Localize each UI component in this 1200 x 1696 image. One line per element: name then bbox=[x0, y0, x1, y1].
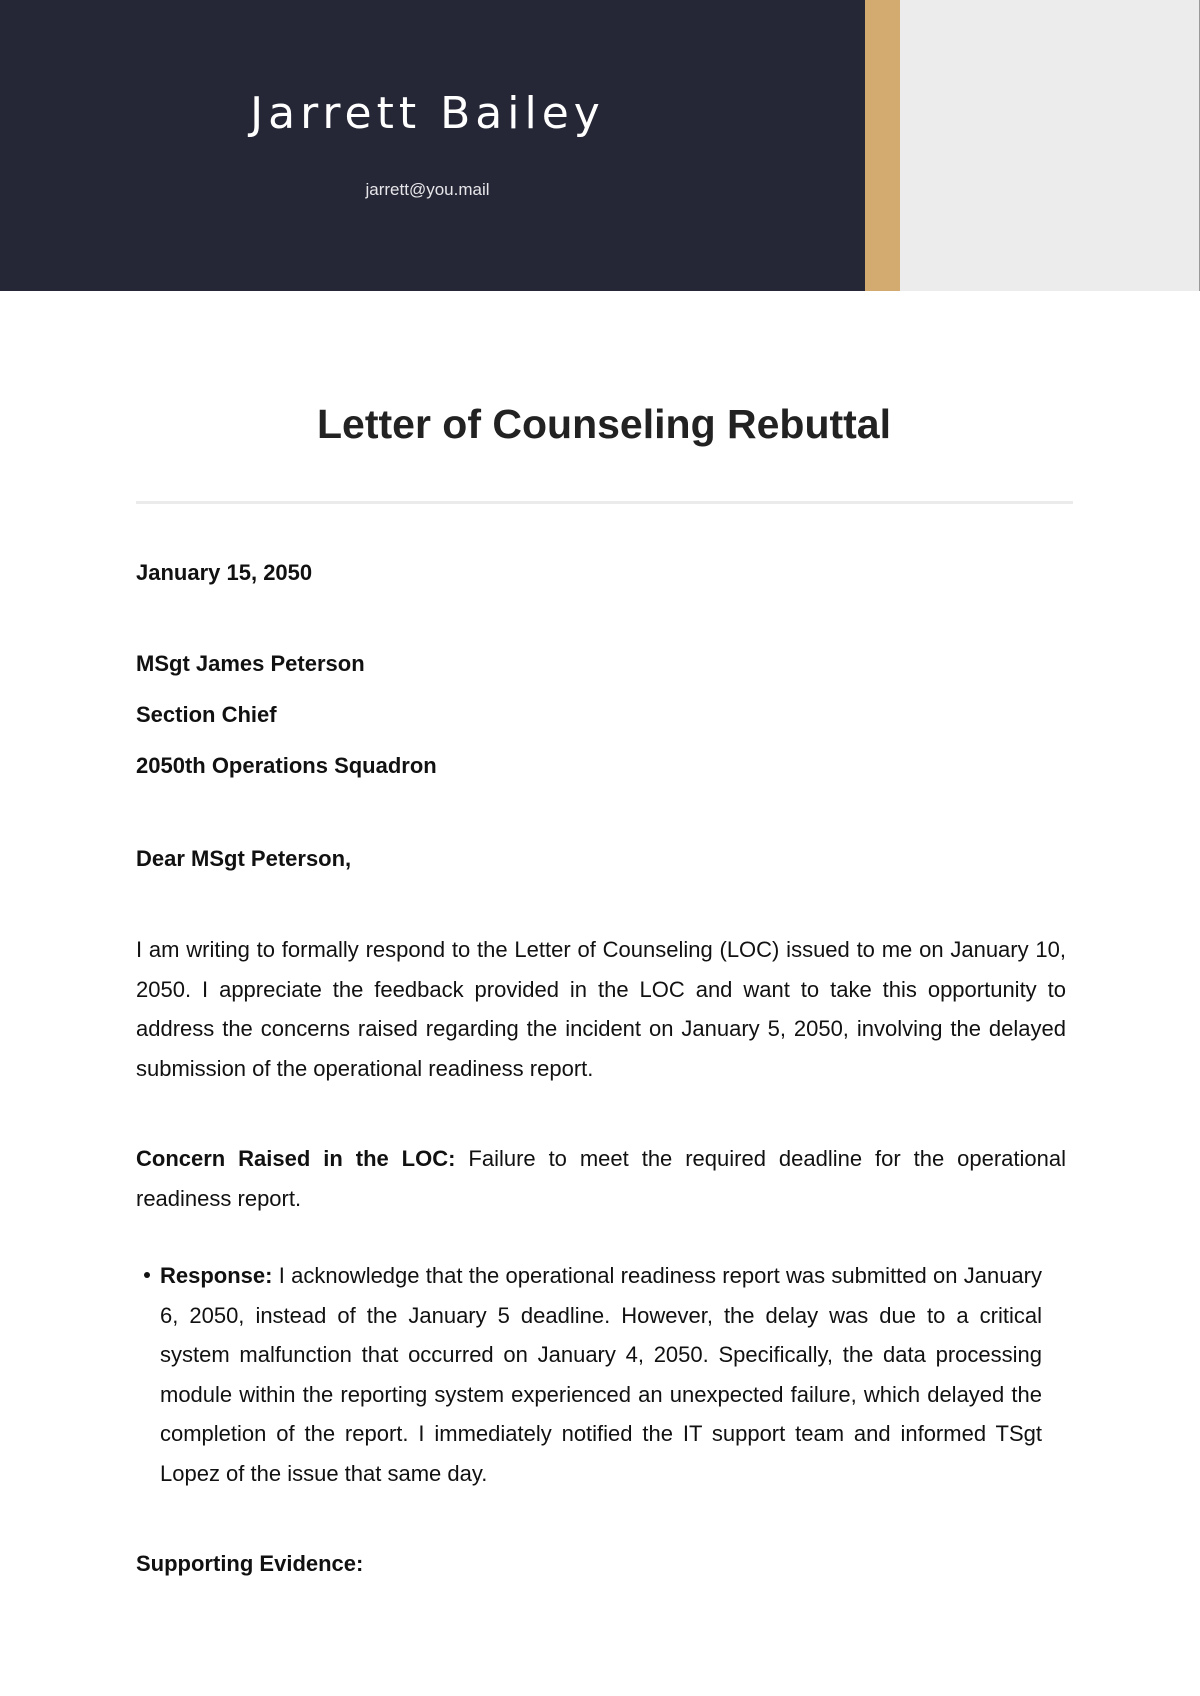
letterhead-dark-panel bbox=[0, 0, 865, 291]
document-title: Letter of Counseling Rebuttal bbox=[317, 401, 891, 447]
recipient-unit: 2050th Operations Squadron bbox=[136, 753, 437, 778]
letter-date: January 15, 2050 bbox=[136, 560, 313, 585]
title-divider bbox=[136, 501, 1073, 504]
bullet-icon bbox=[144, 1272, 150, 1278]
intro-paragraph: I am writing to formally respond to the Letter of Counseling (LOC) issued to me on January 10, 2050. I appreciate the feedback provided in the LOC and want to take this opportunity to address the concerns raised regarding the incident on January 5, 2050, involving the delayed submission of the operational readiness report. bbox=[136, 937, 1066, 1081]
recipient-position: Section Chief bbox=[136, 702, 277, 727]
sender-name: Jarrett Bailey bbox=[250, 88, 605, 139]
response-item bbox=[136, 1256, 1042, 1493]
response-text: I acknowledge that the operational readiness report was submitted on January 6, 2050, instead of the January 5 deadline. However, the delay was due to a critical system malfunction that occurred on January 4, 2050. Specifically, the data processing module within the reporting system experienced an unexpected failure, which delayed the completion of the report. I immediately notified the IT support team and informed TSgt Lopez of the issue that same day. bbox=[160, 1263, 1042, 1486]
letterhead-light-panel bbox=[900, 0, 1200, 291]
sender-email: jarrett@you.mail bbox=[365, 180, 490, 199]
letterhead-accent-stripe bbox=[865, 0, 900, 291]
supporting-evidence-heading: Supporting Evidence: bbox=[136, 1551, 364, 1576]
concern-text: Failure to meet the required deadline for the operational readiness report. bbox=[136, 1146, 1066, 1211]
concern-label: Concern Raised in the LOC: bbox=[136, 1146, 456, 1171]
recipient-name: MSgt James Peterson bbox=[136, 651, 365, 676]
letterhead bbox=[0, 0, 1200, 291]
salutation: Dear MSgt Peterson, bbox=[136, 846, 352, 871]
response-list bbox=[136, 1256, 1042, 1493]
response-label: Response: bbox=[160, 1263, 273, 1288]
concern-paragraph bbox=[136, 1139, 1066, 1218]
